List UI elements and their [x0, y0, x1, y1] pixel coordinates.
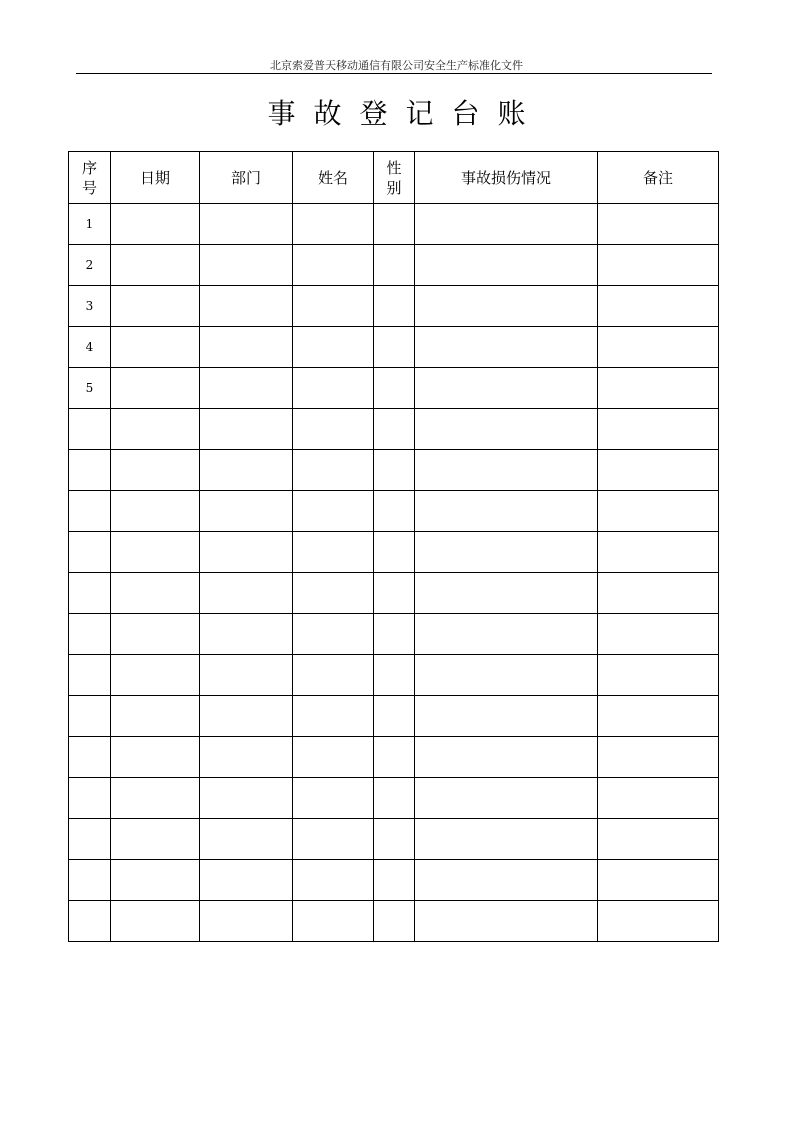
cell-date[interactable]: [111, 532, 200, 573]
column-header-department: 部门: [200, 152, 293, 204]
cell-gender[interactable]: [374, 368, 415, 409]
cell-injury-details[interactable]: [415, 245, 598, 286]
cell-date[interactable]: [111, 286, 200, 327]
cell-date[interactable]: [111, 819, 200, 860]
cell-name[interactable]: [293, 819, 374, 860]
table-row: [69, 327, 719, 368]
table-row: [69, 778, 719, 819]
cell-gender[interactable]: [374, 819, 415, 860]
column-header-index: 序号: [69, 152, 111, 204]
cell-index[interactable]: [69, 819, 111, 860]
cell-department[interactable]: [200, 901, 293, 942]
cell-injury-details[interactable]: [415, 901, 598, 942]
cell-gender[interactable]: [374, 860, 415, 901]
cell-gender[interactable]: [374, 901, 415, 942]
table-row: [69, 819, 719, 860]
cell-department[interactable]: [200, 204, 293, 245]
table-row: [69, 532, 719, 573]
cell-name[interactable]: [293, 286, 374, 327]
cell-name[interactable]: [293, 573, 374, 614]
cell-date[interactable]: [111, 409, 200, 450]
cell-index[interactable]: [69, 901, 111, 942]
table-row: [69, 204, 719, 245]
cell-remarks[interactable]: [598, 327, 719, 368]
table-row: [69, 450, 719, 491]
cell-index[interactable]: [69, 860, 111, 901]
column-header-remarks: 备注: [598, 152, 719, 204]
cell-name[interactable]: [293, 696, 374, 737]
cell-index[interactable]: [69, 655, 111, 696]
cell-injury-details[interactable]: [415, 450, 598, 491]
cell-index[interactable]: [69, 491, 111, 532]
cell-date[interactable]: [111, 901, 200, 942]
cell-department[interactable]: [200, 696, 293, 737]
header-divider: [76, 73, 712, 74]
cell-date[interactable]: [111, 778, 200, 819]
cell-gender[interactable]: [374, 696, 415, 737]
cell-date[interactable]: [111, 614, 200, 655]
cell-remarks[interactable]: [598, 655, 719, 696]
cell-name[interactable]: [293, 450, 374, 491]
cell-injury-details[interactable]: [415, 778, 598, 819]
table-row: [69, 614, 719, 655]
cell-injury-details[interactable]: [415, 409, 598, 450]
cell-name[interactable]: [293, 532, 374, 573]
cell-name[interactable]: [293, 860, 374, 901]
table-body: [69, 204, 719, 942]
cell-date[interactable]: [111, 860, 200, 901]
cell-injury-details[interactable]: [415, 696, 598, 737]
cell-gender[interactable]: [374, 614, 415, 655]
page-header-company: 北京索爱普天移动通信有限公司安全生产标准化文件: [270, 59, 523, 72]
cell-index[interactable]: [69, 409, 111, 450]
cell-injury-details[interactable]: [415, 614, 598, 655]
cell-index[interactable]: [69, 778, 111, 819]
cell-index[interactable]: 3: [69, 286, 111, 327]
cell-remarks[interactable]: [598, 901, 719, 942]
cell-department[interactable]: [200, 860, 293, 901]
cell-date[interactable]: [111, 655, 200, 696]
cell-name[interactable]: [293, 491, 374, 532]
table-row: [69, 286, 719, 327]
table-row: [69, 696, 719, 737]
cell-remarks[interactable]: [598, 573, 719, 614]
cell-injury-details[interactable]: [415, 573, 598, 614]
cell-date[interactable]: [111, 245, 200, 286]
table-row: [69, 901, 719, 942]
cell-date[interactable]: [111, 450, 200, 491]
cell-department[interactable]: [200, 737, 293, 778]
cell-index[interactable]: [69, 573, 111, 614]
cell-remarks[interactable]: [598, 286, 719, 327]
cell-gender[interactable]: [374, 778, 415, 819]
column-header-date: 日期: [111, 152, 200, 204]
cell-name[interactable]: [293, 204, 374, 245]
cell-injury-details[interactable]: [415, 655, 598, 696]
cell-gender[interactable]: [374, 409, 415, 450]
table-row: [69, 860, 719, 901]
cell-department[interactable]: [200, 286, 293, 327]
cell-name[interactable]: [293, 901, 374, 942]
cell-date[interactable]: [111, 368, 200, 409]
cell-name[interactable]: [293, 737, 374, 778]
table-row: [69, 368, 719, 409]
cell-injury-details[interactable]: [415, 368, 598, 409]
cell-remarks[interactable]: [598, 532, 719, 573]
cell-injury-details[interactable]: [415, 327, 598, 368]
cell-gender[interactable]: [374, 655, 415, 696]
cell-gender[interactable]: [374, 245, 415, 286]
cell-injury-details[interactable]: [415, 204, 598, 245]
cell-name[interactable]: [293, 368, 374, 409]
cell-injury-details[interactable]: [415, 286, 598, 327]
cell-injury-details[interactable]: [415, 737, 598, 778]
cell-department[interactable]: [200, 532, 293, 573]
cell-injury-details[interactable]: [415, 860, 598, 901]
cell-department[interactable]: [200, 655, 293, 696]
table-row: [69, 737, 719, 778]
table-row: [69, 573, 719, 614]
cell-remarks[interactable]: [598, 491, 719, 532]
cell-index[interactable]: 5: [69, 368, 111, 409]
cell-remarks[interactable]: [598, 737, 719, 778]
table-row: [69, 409, 719, 450]
cell-remarks[interactable]: [598, 245, 719, 286]
cell-department[interactable]: [200, 778, 293, 819]
cell-gender[interactable]: [374, 286, 415, 327]
cell-remarks[interactable]: [598, 860, 719, 901]
cell-gender[interactable]: [374, 204, 415, 245]
cell-department[interactable]: [200, 245, 293, 286]
cell-injury-details[interactable]: [415, 819, 598, 860]
table-row: [69, 245, 719, 286]
cell-index[interactable]: 2: [69, 245, 111, 286]
cell-department[interactable]: [200, 614, 293, 655]
cell-department[interactable]: [200, 327, 293, 368]
cell-injury-details[interactable]: [415, 491, 598, 532]
table-row: [69, 491, 719, 532]
table-row: [69, 655, 719, 696]
cell-department[interactable]: [200, 819, 293, 860]
column-header-injury-details: 事故损伤情况: [415, 152, 598, 204]
cell-name[interactable]: [293, 778, 374, 819]
cell-remarks[interactable]: [598, 778, 719, 819]
cell-remarks[interactable]: [598, 696, 719, 737]
cell-gender[interactable]: [374, 327, 415, 368]
cell-department[interactable]: [200, 409, 293, 450]
cell-date[interactable]: [111, 696, 200, 737]
cell-index[interactable]: [69, 614, 111, 655]
cell-department[interactable]: [200, 491, 293, 532]
page-title: 事故登记台账: [267, 97, 544, 130]
cell-name[interactable]: [293, 409, 374, 450]
cell-injury-details[interactable]: [415, 532, 598, 573]
cell-remarks[interactable]: [598, 368, 719, 409]
cell-department[interactable]: [200, 450, 293, 491]
column-header-name: 姓名: [293, 152, 374, 204]
cell-department[interactable]: [200, 573, 293, 614]
cell-name[interactable]: [293, 655, 374, 696]
cell-index[interactable]: 4: [69, 327, 111, 368]
cell-index[interactable]: [69, 696, 111, 737]
cell-remarks[interactable]: [598, 819, 719, 860]
cell-department[interactable]: [200, 368, 293, 409]
cell-index[interactable]: [69, 532, 111, 573]
cell-gender[interactable]: [374, 573, 415, 614]
table-header-row: [69, 152, 719, 204]
cell-gender[interactable]: [374, 450, 415, 491]
cell-index[interactable]: [69, 450, 111, 491]
cell-date[interactable]: [111, 491, 200, 532]
cell-name[interactable]: [293, 245, 374, 286]
cell-remarks[interactable]: [598, 450, 719, 491]
cell-date[interactable]: [111, 204, 200, 245]
column-header-gender: 性别: [374, 152, 415, 204]
cell-index[interactable]: 1: [69, 204, 111, 245]
cell-remarks[interactable]: [598, 614, 719, 655]
cell-gender[interactable]: [374, 532, 415, 573]
cell-date[interactable]: [111, 573, 200, 614]
cell-remarks[interactable]: [598, 409, 719, 450]
cell-name[interactable]: [293, 327, 374, 368]
cell-date[interactable]: [111, 327, 200, 368]
accident-ledger-table: [68, 151, 719, 942]
cell-name[interactable]: [293, 614, 374, 655]
cell-date[interactable]: [111, 737, 200, 778]
cell-gender[interactable]: [374, 737, 415, 778]
cell-index[interactable]: [69, 737, 111, 778]
cell-remarks[interactable]: [598, 204, 719, 245]
cell-gender[interactable]: [374, 491, 415, 532]
